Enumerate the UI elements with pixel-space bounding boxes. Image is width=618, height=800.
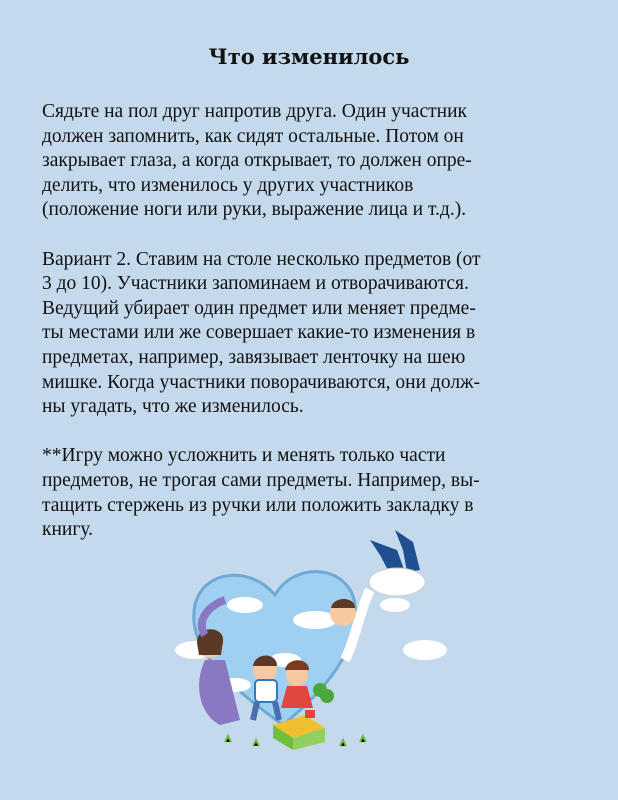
text-line: Ведущий убирает один предмет или меняет предме- [42,297,476,319]
text-line: **Игру можно усложнить и менять только части [42,445,446,467]
text-line: Сядьте на пол друг напротив друга. Один участник [42,101,467,122]
paragraph-1 [42,100,562,223]
paragraph-2 [42,248,562,420]
text-line: тащить стержень из ручки или положить закладку в [42,494,474,516]
text-line: должен запомнить, как сидят остальные. Потом он [42,125,464,147]
text-line: ны угадать, что же изменилось. [42,396,304,418]
body-text [42,100,562,567]
text-line: предметах, например, завязывает ленточку на шею [42,346,466,368]
text-line: 3 до 10). Участники запоминаем и отворачиваются. [42,273,469,295]
page-title: Что изменилось [208,44,410,69]
text-line: мишке. Когда участники поворачиваются, они долж- [42,371,481,393]
text-line: книгу. [42,519,94,541]
text-line: предметов, не трогая сами предметы. Например, вы- [42,469,480,491]
text-line: делить, что изменилось у других участников [42,174,414,196]
text-line: Вариант 2. Ставим на столе несколько предметов (от [42,248,481,270]
family-heart-illustration [165,510,465,750]
text-line: (положение ноги или руки, выражение лица и т.д.). [42,199,467,221]
text-line: ты местами или же совершает какие-то изменения в [42,322,476,344]
text-line: закрывает глаза, а когда открывает, то должен опре- [42,150,472,172]
